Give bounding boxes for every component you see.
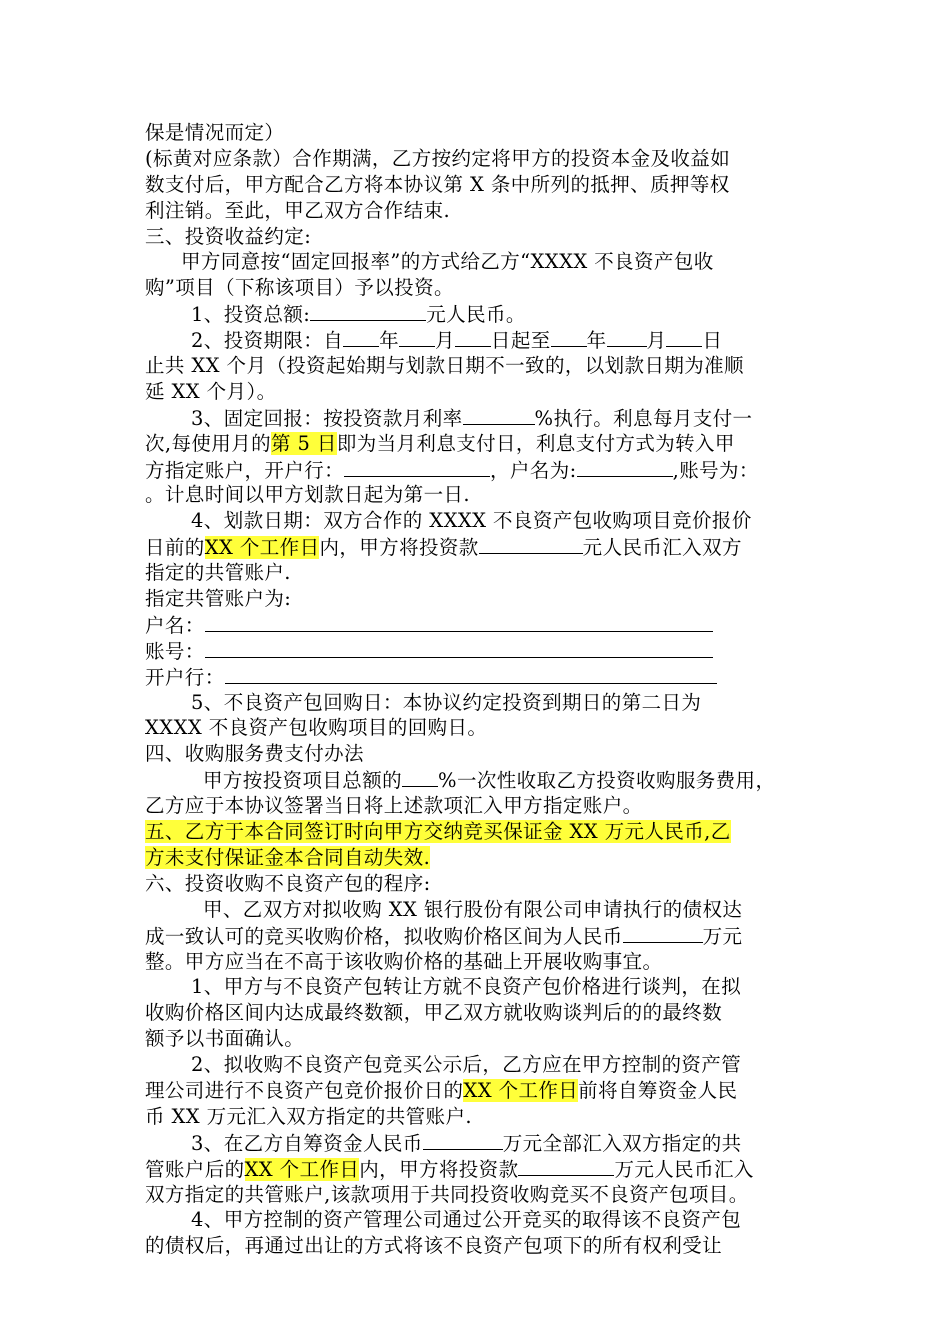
text-line: (标黄对应条款）合作期满，乙方按约定将甲方的投资本金及收益如: [145, 146, 731, 170]
highlighted-text: XX 个工作日: [244, 1157, 360, 1181]
label: 成一致认可的竞买收购价格，拟收购价格区间为人民币: [145, 924, 623, 948]
highlighted-text: 五、乙方于本合同签订时向甲方交纳竞买保证金 XX 万元人民币,乙: [145, 820, 731, 844]
text-line: 收购价格区间内达成最终数额，甲乙双方就收购谈判后的的最终数: [145, 1001, 723, 1025]
label: 年: [586, 329, 607, 353]
blank-field: [205, 612, 713, 632]
text-line: 双方指定的共管账户,该款项用于共同投资收购竞买不良资产包项目。: [145, 1182, 749, 1206]
text-line: 止共 XX 个月（投资起始期与划款日期不一致的，以划款日期为准顺: [145, 354, 744, 378]
blank-field: [479, 534, 583, 554]
blank-field: [551, 327, 587, 347]
label: 日起至: [490, 329, 551, 353]
label: ，户名为:: [490, 458, 577, 482]
label: 甲方按投资项目总额的: [203, 769, 403, 793]
text-line: [145, 923, 815, 949]
label: 日: [702, 329, 723, 353]
blank-field: [399, 327, 435, 347]
label: 元人民币汇入双方: [582, 536, 742, 560]
blank-field: [518, 1156, 614, 1176]
text-line: [145, 301, 815, 327]
highlighted-text: 方未支付保证金本合同自动失效.: [145, 845, 431, 869]
highlighted-text: XX 个工作日: [204, 536, 320, 560]
text-line: [145, 457, 815, 483]
blank-field: [607, 327, 647, 347]
text-line: [145, 1156, 815, 1182]
blank-field: [455, 327, 491, 347]
label: 元人民币。: [426, 303, 526, 327]
label: 开户行：: [145, 665, 225, 689]
blank-field: [666, 327, 702, 347]
text-line: 4、甲方控制的资产管理公司通过公开竞买的取得该不良资产包: [191, 1208, 742, 1232]
text-line: 数支付后，甲方配合乙方将本协议第 X 条中所列的抵押、质押等权: [145, 172, 730, 196]
label: 3、在乙方自筹资金人民币: [191, 1131, 423, 1155]
text-line: 。计息时间以甲方划款日起为第一日.: [145, 483, 470, 507]
label: %一次性收取乙方投资收购服务费用，: [438, 769, 776, 793]
text-line: [145, 612, 815, 638]
text-line: [145, 327, 815, 353]
text-line: [145, 534, 815, 560]
text-line: 购”项目（下称该项目）予以投资。: [145, 276, 454, 300]
text-line: 2、拟收购不良资产包竞买公示后，乙方应在甲方控制的资产管: [191, 1053, 742, 1077]
text-line: [145, 767, 815, 793]
text-line: XXXX 不良资产包收购项目的回购日。: [145, 716, 488, 740]
section-heading: 六、投资收购不良资产包的程序:: [145, 871, 431, 895]
label: 日前的: [145, 536, 205, 560]
label: 万元人民币汇入: [614, 1157, 754, 1181]
blank-field: [577, 457, 673, 477]
label: %执行。利息每月支付一: [534, 406, 753, 430]
label: 前将自筹资金人民: [578, 1078, 738, 1102]
text-line: 4、划款日期：双方合作的 XXXX 不良资产包收购项目竞价报价: [191, 509, 752, 533]
blank-field: [463, 405, 535, 425]
text-line: 保是情况而定）: [145, 121, 285, 144]
section-heading: 四、收购服务费支付办法: [145, 742, 364, 766]
text-line: [145, 845, 815, 871]
label: 3、固定回报：按投资款月利率: [191, 406, 463, 430]
text-line: [145, 1078, 815, 1104]
label: 方指定账户，开户行：: [145, 458, 345, 482]
label: 年: [379, 329, 400, 353]
text-line: 额予以书面确认。: [145, 1027, 305, 1051]
text-line: [145, 638, 815, 664]
label: 次,每使用月的: [145, 431, 271, 455]
label: 1、投资总额:: [191, 303, 311, 327]
label: 2、投资期限：自: [191, 329, 344, 353]
label: 月: [435, 329, 455, 353]
label: 内，甲方将投资款: [319, 536, 479, 560]
text-line: [145, 1130, 815, 1156]
label: 账号：: [145, 639, 205, 663]
blank-field: [205, 638, 713, 658]
text-line: 5、不良资产包回购日：本协议约定投资到期日的第二日为: [191, 690, 702, 714]
blank-field: [623, 923, 703, 943]
text-line: [145, 819, 815, 845]
blank-field: [225, 664, 717, 684]
text-line: [145, 664, 815, 690]
text-line: [145, 431, 815, 457]
label: 月: [646, 329, 667, 353]
highlighted-text: XX 个工作日: [463, 1078, 579, 1102]
text-line: 币 XX 万元汇入双方指定的共管账户.: [145, 1104, 472, 1128]
text-line: 1、甲方与不良资产包转让方就不良资产包价格进行谈判，在拟: [191, 975, 742, 999]
highlighted-text: 第 5 日: [271, 431, 337, 455]
label: 万元全部汇入双方指定的共: [502, 1131, 742, 1155]
text-line: 利注销。至此，甲乙双方合作结束.: [145, 198, 451, 222]
text-line: [145, 405, 815, 431]
text-line: 乙方应于本协议签署当日将上述款项汇入甲方指定账户。: [145, 794, 643, 818]
label: 管账户后的: [145, 1157, 245, 1181]
label: 万元: [702, 924, 743, 948]
text-line: 甲方同意按“固定回报率”的方式给乙方“XXXX 不良资产包收: [181, 250, 714, 274]
label: 户名：: [145, 613, 205, 637]
document-page: [145, 120, 815, 1259]
label: 即为当月利息支付日，利息支付方式为转入甲: [336, 431, 735, 455]
text-line: 甲、乙双方对拟收购 XX 银行股份有限公司申请执行的债权达: [203, 897, 743, 921]
label: 理公司进行不良资产包竞价报价日的: [145, 1078, 464, 1102]
blank-field: [344, 457, 490, 477]
blank-field: [310, 301, 426, 321]
blank-field: [423, 1130, 503, 1150]
text-line: 指定的共管账户.: [145, 561, 291, 585]
text-line: 整。甲方应当在不高于该收购价格的基础上开展收购事宜。: [145, 949, 663, 973]
text-line: 延 XX 个月）。: [145, 379, 277, 403]
section-heading: 三、投资收益约定:: [145, 224, 312, 248]
text-line: 的债权后，再通过出让的方式将该不良资产包项下的所有权利受让: [145, 1234, 723, 1258]
blank-field: [343, 327, 379, 347]
label: 内，甲方将投资款: [359, 1157, 519, 1181]
text-line: 指定共管账户为:: [145, 587, 292, 611]
label: ,账号为：: [672, 458, 759, 482]
blank-field: [402, 767, 438, 787]
